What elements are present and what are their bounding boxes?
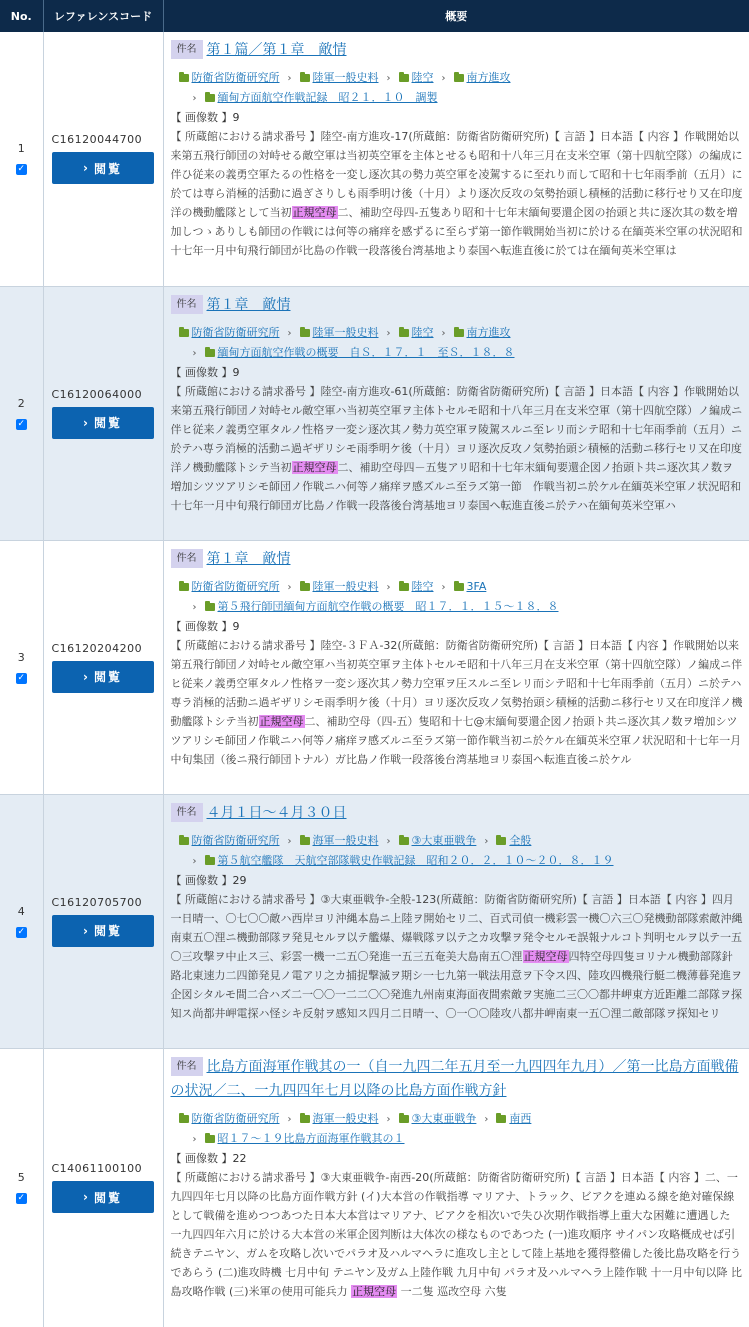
row-number: 5 (17, 1171, 25, 1184)
breadcrumb (171, 577, 744, 617)
breadcrumb-link[interactable]: 陸軍一般史料 (312, 325, 379, 339)
chevron-right-icon: › (192, 93, 197, 104)
summary-cell (163, 540, 749, 794)
record-title-link[interactable]: 第１章 敵情 (206, 296, 291, 313)
breadcrumb (171, 323, 744, 363)
summary-cell (163, 32, 749, 286)
folder-icon (399, 583, 409, 591)
row-number: 4 (17, 904, 25, 918)
record-title-line (171, 801, 744, 825)
record-title-link[interactable]: 比島方面海軍作戦其の一（自一九四二年五月至一九四四年九月）／第一比島方面戦備の状況／二、一九四四年七月以降の比島方面作戦方針 (170, 1058, 739, 1099)
breadcrumb-link[interactable]: 3FA (466, 579, 487, 593)
chevron-right-icon: › (386, 835, 391, 847)
row-number-cell (0, 286, 43, 540)
folder-icon (179, 837, 189, 845)
reference-code-cell (43, 540, 163, 794)
breadcrumb (171, 831, 744, 871)
chevron-right-icon: › (192, 347, 197, 359)
breadcrumb (171, 1109, 744, 1149)
breadcrumb-link[interactable]: 南方進攻 (466, 325, 511, 339)
breadcrumb-link[interactable]: 陸空 (411, 579, 434, 593)
subject-tag: 件名 (171, 40, 203, 59)
folder-icon (496, 837, 506, 845)
subject-tag: 件名 (171, 1057, 203, 1076)
folder-icon (399, 1115, 409, 1123)
breadcrumb-subrow (179, 343, 744, 363)
chevron-right-icon: › (83, 161, 88, 176)
record-title-link[interactable]: ４月１日～４月３０日 (206, 804, 347, 821)
view-button-label: 閲覧 (93, 924, 122, 938)
chevron-right-icon: › (484, 835, 489, 847)
table-header-row (0, 0, 749, 32)
record-title-line (171, 1055, 744, 1103)
description-text: 【 所蔵館における請求番号 】陸空-南方進攻-61(所蔵館：防衛省防衛研究所)【 言語 】日本語【 内容 】作戦開始以来第五飛行師団ノ対峙セル敵空軍ハ当初英空軍ヲ主体トセルモ昭和十八年三月在支米空軍（第十四航空隊）ノ編成ニ伴ヒ従来ノ義勇空軍タルノ性格ヲ一変シ逐次其ノ勢力英空軍ヲ陵駕スルニ至レリ而シテ昭和十七年雨季前（五月）ニ於テハ専ラ消極的活動ニ過ギザリシモ雨季明ケ後（十月）ヨリ逐次反攻ノ気勢抬頭シ積極的活動ニ移行セリ又在印度洋ノ機動艦隊トシテ当初 (170, 384, 743, 474)
reference-code: C16120204200 (51, 641, 143, 655)
chevron-right-icon: › (287, 1113, 292, 1125)
folder-icon (300, 74, 310, 82)
breadcrumb-subrow (179, 88, 744, 108)
description-text: 【 所蔵館における請求番号 】陸空-３ＦＡ-32(所蔵館：防衛省防衛研究所)【 言語 】日本語【 内容 】作戦開始以来第五飛行師団ノ対峙セル敵空軍ハ当初英空軍ヲ主体トセルモ昭和十八年三月在支米空軍（第十四航空隊）ノ編成ニ伴ヒ従来ノ義勇空軍タルノ性格ヲ一変シ逐次其ノ勢力空軍ヲ圧スルニ至レリ而シテ昭和十七年雨季前（五月）ニ於テハ専ラ消極的活動ニ過ギザリシモ雨季明ケ後（十月）ヨリ逐次反攻ノ気勢抬頭シ積極的活動ニ移行セリ又在印度洋ノ機動艦隊トシテ当初 (170, 638, 743, 728)
folder-icon (179, 329, 189, 337)
summary-cell (163, 286, 749, 540)
search-highlight: 正規空母 (523, 949, 568, 963)
description-text: 【 所蔵館における請求番号 】③大東亜戦争-南西-20(所蔵館：防衛省防衛研究所)【 言語 】日本語【 内容 】二、一九四四年七月以降の比島方面作戦方針 (イ)大本営の作戦指導 マリアナ、トラック、ビアクを連ぬる線を絶対確保線として戦備を進めつつあつた日本大本営はマリアナ、ビアクを相次いで失ひ次期作戦指導上重大な困難に遭遇した 一九四四年六月に於ける大本営の米軍企図判断は大体次の様なものであつた (一)進攻順序 サイパン攻略概成せば引続きテニヤン、ガムを攻略し次いでパラオ及ハルマヘラに進攻し主として陸上基地を獲得整備した後比島攻略を行うであらう (二)進攻時機 七月中旬 テニヤン及ガム上陸作戦 九月中旬 パラオ及ハルマヘラ上陸作戦 十一月中旬以降 比島攻略作戦 (三)米軍の使用可能兵力 (170, 1170, 743, 1298)
row-select-checkbox[interactable]: ✓ (17, 418, 26, 429)
chevron-right-icon: › (287, 73, 292, 84)
breadcrumb-row (179, 577, 744, 597)
reference-code: C16120064000 (51, 387, 143, 401)
breadcrumb-link[interactable]: 南方進攻 (466, 71, 511, 84)
chevron-right-icon: › (386, 73, 391, 84)
image-count (171, 871, 744, 890)
reference-code-cell (43, 1048, 163, 1327)
breadcrumb-link[interactable]: 全般 (509, 833, 532, 847)
breadcrumb-subrow (179, 851, 744, 871)
breadcrumb-link[interactable]: 昭１７～１９比島方面海軍作戦其の１ (217, 1131, 405, 1145)
subject-tag: 件名 (171, 295, 203, 314)
chevron-right-icon: › (441, 73, 446, 84)
record-title-link[interactable]: 第１章 敵情 (206, 550, 291, 567)
table-row (0, 286, 749, 540)
breadcrumb-link[interactable]: 第５航空艦隊 天航空部隊戦史作戦記録 昭和２０．２．１０～２０．８．１９ (217, 853, 614, 867)
breadcrumb-link[interactable]: ③大東亜戦争 (411, 833, 477, 847)
reference-code: C14061100100 (51, 1162, 143, 1175)
breadcrumb-link[interactable]: 海軍一般史料 (312, 1111, 379, 1125)
description-text: 【 所蔵館における請求番号 】陸空-南方進攻-17(所蔵館：防衛省防衛研究所)【 言語 】日本語【 内容 】作戦開始以来第五飛行師団の対峙せる敵空軍は当初英空軍を主体とせるも昭和十八年三月在支米空軍（第十四航空隊）の編成に伴ひ従来の義勇空軍たるの性格を一変し逐次其の勢力英空軍を凌駕するに至れり而して昭和十七年雨季前（五月）に於ては専ら消極的活動に過ぎさりしも雨季明け後（十月）より逐次反攻の気勢抬頭し積極的活動に移行せり又在印度洋の機動艦隊として当初 (170, 130, 743, 219)
breadcrumb-link[interactable]: 陸軍一般史料 (312, 71, 379, 84)
header-reference-code: レファレンスコード (43, 0, 163, 32)
chevron-right-icon: › (83, 1190, 88, 1204)
folder-icon (454, 74, 464, 82)
view-button[interactable] (52, 1181, 154, 1213)
chevron-right-icon: › (83, 669, 88, 684)
chevron-right-icon: › (83, 415, 88, 430)
search-highlight: 正規空母 (259, 714, 304, 728)
breadcrumb-subrow (179, 1129, 744, 1149)
folder-icon (300, 329, 310, 337)
view-button[interactable] (52, 661, 154, 693)
image-count-label: 【 画像数 】 (170, 1151, 233, 1165)
row-select-checkbox[interactable]: ✓ (17, 164, 26, 175)
breadcrumb-link[interactable]: 防衛省防衛研究所 (191, 833, 280, 847)
record-title-line (171, 38, 744, 62)
image-count-value: 9 (232, 619, 240, 633)
record-title-link[interactable]: 第１篇／第１章 敵情 (206, 42, 347, 58)
breadcrumb-link[interactable]: 防衛省防衛研究所 (191, 579, 280, 593)
record-description (171, 636, 744, 769)
reference-code-cell (43, 32, 163, 286)
search-highlight: 正規空母 (352, 1284, 397, 1298)
chevron-right-icon: › (83, 923, 88, 938)
breadcrumb-link[interactable]: 防衛省防衛研究所 (191, 71, 280, 84)
row-number-cell (0, 794, 43, 1048)
folder-icon (454, 329, 464, 337)
record-title-line (171, 547, 744, 571)
record-description (171, 890, 744, 1023)
chevron-right-icon: › (386, 581, 391, 593)
breadcrumb-link[interactable]: 防衛省防衛研究所 (191, 1111, 280, 1125)
view-button-label: 閲覧 (93, 416, 122, 430)
description-text: 【 所蔵館における請求番号 】③大東亜戦争-全般-123(所蔵館：防衛省防衛研究所)【 言語 】日本語【 内容 】四月一日晴一、〇七〇〇敵ハ西岸ヨリ沖縄本島ニ上陸ヲ開始セリ二、百式司偵一機彩雲一機〇六三〇発機動部隊索敵沖縄南東五〇浬ニ機動部隊ヲ発見セルヲ以テ艦爆、爆戦隊ヲ以テ之カ攻撃ヲ発令セルモ誤報ナルコト判明セルヲ以テ一五〇三攻撃ヲ中止ス三、彩雲一機一二五〇発進一五三五奄美大島南五〇浬 (170, 892, 743, 963)
row-select-checkbox[interactable]: ✓ (17, 926, 26, 937)
row-number: 3 (17, 650, 25, 664)
breadcrumb-link[interactable]: 緬甸方面航空作戦記録 昭２１．１０ 調製 (217, 91, 438, 104)
view-button-label: 閲覧 (93, 161, 122, 176)
image-count (171, 363, 744, 382)
folder-icon (179, 74, 189, 82)
table-row (0, 1048, 749, 1327)
image-count-value: 29 (232, 873, 247, 887)
breadcrumb-link[interactable]: 海軍一般史料 (312, 833, 379, 847)
view-button[interactable] (52, 407, 154, 439)
chevron-right-icon: › (441, 327, 446, 339)
folder-icon (399, 837, 409, 845)
view-button[interactable] (52, 152, 154, 184)
header-no: No. (0, 0, 43, 32)
folder-icon (205, 94, 215, 102)
breadcrumb-link[interactable]: 陸軍一般史料 (312, 579, 379, 593)
folder-icon (179, 583, 189, 591)
image-count (171, 1149, 744, 1168)
summary-cell (163, 794, 749, 1048)
row-number: 1 (17, 142, 25, 156)
description-text: 二、補助空母四-五隻あり昭和十七年末緬甸要還企図の抬頭と共に逐次其の数を増加しつゝありしも師団の作戦には何等の痛痒を感ずるに至らず第一節作戦開始当初に於ける在緬英米空軍の状況昭和十七年一月中旬飛行師団が比島の作戦一段落後台湾基地より泰国へ転進直後に於ては在緬甸英米空軍は (170, 206, 743, 257)
table-row (0, 32, 749, 286)
breadcrumb-row (179, 68, 744, 88)
header-summary: 概要 (163, 0, 749, 32)
reference-code-cell (43, 794, 163, 1048)
folder-icon (399, 329, 409, 337)
reference-code-cell (43, 286, 163, 540)
breadcrumb-link[interactable]: 防衛省防衛研究所 (191, 325, 280, 339)
search-highlight: 正規空母 (292, 206, 337, 219)
chevron-right-icon: › (192, 601, 197, 613)
view-button[interactable] (52, 915, 154, 947)
image-count-label: 【 画像数 】 (170, 873, 233, 887)
view-button-label: 閲覧 (93, 1190, 122, 1205)
folder-icon (300, 1115, 310, 1123)
folder-icon (205, 857, 215, 865)
row-select-checkbox[interactable]: ✓ (17, 1193, 26, 1203)
chevron-right-icon: › (287, 835, 292, 847)
record-description (171, 1168, 744, 1301)
image-count-value: 22 (232, 1151, 247, 1165)
folder-icon (205, 349, 215, 357)
description-text: 二、補助空母四－五隻アリ昭和十七年末緬甸要還企図ノ抬頭ト共ニ逐次其ノ数ヲ増加シツツアリシモ師団ノ作戦ニハ何等ノ痛痒ヲ感ズルニ至ラズ第一節 作戦当初ニ於ケル在緬英米空軍ノ状況昭和十七年一月中旬飛行師団ガ比島ノ作戦一段落後台湾基地ヨリ泰国ヘ転進直後ニ於テハ在緬甸英米空軍ハ (170, 460, 742, 512)
chevron-right-icon: › (386, 1113, 391, 1125)
folder-icon (179, 1115, 189, 1123)
chevron-right-icon: › (386, 327, 391, 339)
breadcrumb-link[interactable]: 陸空 (411, 325, 434, 339)
breadcrumb-subrow (179, 597, 744, 617)
folder-icon (205, 1135, 215, 1143)
folder-icon (496, 1115, 506, 1123)
record-title-line (171, 293, 744, 317)
view-button-label: 閲覧 (93, 670, 122, 684)
breadcrumb-link[interactable]: 第５飛行師団緬甸方面航空作戦の概要 昭１７．１．１５～１８．８ (217, 599, 559, 613)
table-row (0, 794, 749, 1048)
record-description (171, 382, 744, 515)
folder-icon (300, 837, 310, 845)
breadcrumb-link[interactable]: ③大東亜戦争 (411, 1111, 477, 1125)
description-text: 二、補助空母（四-五）隻昭和十七@末緬甸要還企図ノ抬頭ト共ニ逐次其ノ数ヲ増加シツツアリシモ師団ノ作戦ニハ何等ノ痛痒ヲ感ズルニ至ラズ第一節作戦当初ニ於ケル在緬英米空軍ノ状況昭和十七年一月中旬集団（後ニ飛行師団トナル）ガ比島ノ作戦一段落後台湾基地ヨリ泰国ヘ転進直後ニ於ケル (170, 714, 742, 766)
row-number-cell (0, 540, 43, 794)
image-count-label: 【 画像数 】 (170, 111, 233, 124)
chevron-right-icon: › (192, 855, 197, 867)
chevron-right-icon: › (484, 1113, 489, 1125)
record-description (171, 127, 744, 260)
table-row (0, 540, 749, 794)
reference-code: C16120044700 (51, 133, 143, 147)
breadcrumb (171, 68, 744, 108)
breadcrumb-row (179, 831, 744, 851)
folder-icon (454, 583, 464, 591)
image-count-value: 9 (232, 111, 240, 124)
chevron-right-icon: › (192, 1133, 197, 1145)
image-count (171, 108, 744, 127)
chevron-right-icon: › (441, 581, 446, 593)
folder-icon (300, 583, 310, 591)
folder-icon (399, 74, 409, 82)
reference-code: C16120705700 (51, 895, 143, 909)
row-number-cell (0, 32, 43, 286)
row-number-cell (0, 1048, 43, 1327)
summary-cell (163, 1048, 749, 1327)
chevron-right-icon: › (287, 581, 292, 593)
folder-icon (205, 603, 215, 611)
subject-tag: 件名 (171, 803, 203, 822)
description-text: 一二隻 巡改空母 六隻 (397, 1284, 507, 1298)
description-text: 四特空母四隻ヨリナル機動部隊針路北東速力二四節発見ノ電アリ之カ捕捉撃滅ヲ期シ一七九第一戦法用意ヲ下令ス四、陸攻四機飛行艇二機薄暮発進ヲ企図シタルモ間二合ハズ二一〇〇一二二〇〇発進九州南東海面夜間索敵ヲ実施二三〇〇都井岬東方近距離二部隊ヲ探知ス尚都井岬電探ハ怪シキ反射ヲ感知ス四月二日晴一、〇一〇〇陸攻八都井岬南東一五〇浬二敵部隊ヲ探知セリ (170, 949, 743, 1020)
breadcrumb-row (179, 1109, 744, 1129)
breadcrumb-link[interactable]: 南西 (509, 1111, 532, 1125)
image-count-label: 【 画像数 】 (170, 365, 233, 379)
image-count-value: 9 (232, 365, 240, 379)
image-count-label: 【 画像数 】 (170, 619, 233, 633)
subject-tag: 件名 (171, 549, 203, 568)
search-highlight: 正規空母 (292, 460, 337, 474)
breadcrumb-row (179, 323, 744, 343)
image-count (171, 617, 744, 636)
chevron-right-icon: › (287, 327, 292, 339)
row-select-checkbox[interactable]: ✓ (17, 672, 26, 683)
breadcrumb-link[interactable]: 緬甸方面航空作戦の概要 自Ｓ．１７．１ 至Ｓ．１８．８ (217, 345, 515, 359)
breadcrumb-link[interactable]: 陸空 (411, 71, 434, 84)
row-number: 2 (17, 396, 25, 410)
